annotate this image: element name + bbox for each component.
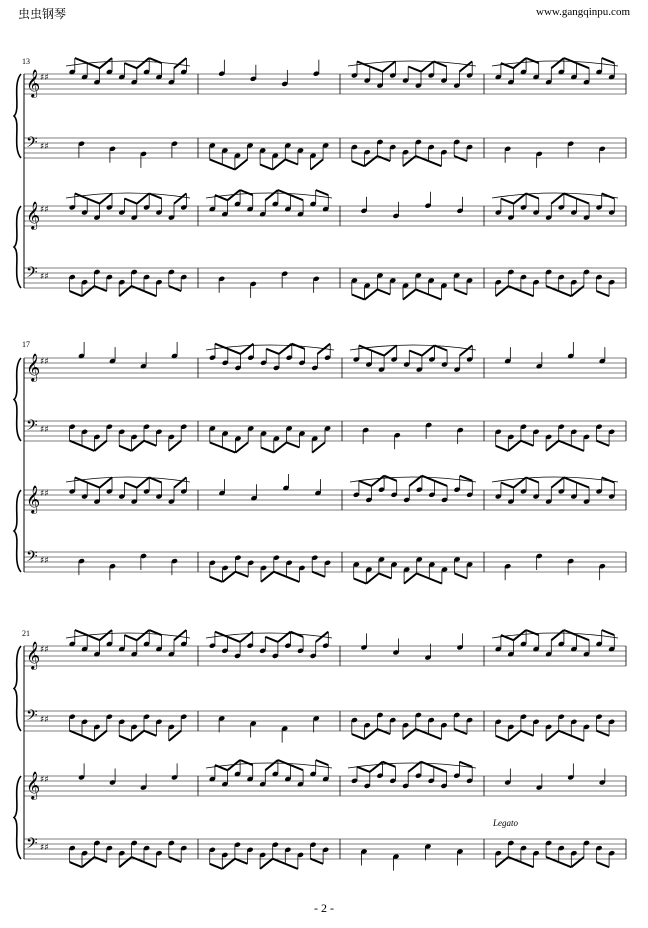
beam	[210, 577, 223, 582]
key-signature-icon: ♯♯	[40, 843, 49, 853]
beam	[144, 291, 156, 296]
slur	[492, 477, 618, 482]
beam	[352, 161, 365, 166]
beam	[352, 734, 365, 739]
beam	[87, 63, 99, 68]
beam	[265, 760, 278, 770]
bass-clef-icon: 𝄢	[26, 835, 38, 856]
beam	[82, 857, 94, 867]
beam	[174, 630, 186, 640]
beam	[551, 630, 564, 640]
beam	[354, 579, 367, 584]
beam	[429, 734, 442, 739]
beam	[119, 286, 131, 296]
beam	[291, 195, 304, 200]
beam	[228, 637, 241, 642]
brace-icon	[14, 776, 21, 859]
bass-clef-icon: 𝄢	[26, 417, 38, 438]
treble-clef-icon: 𝄞	[26, 353, 41, 381]
beam	[287, 442, 300, 447]
beam	[372, 476, 385, 486]
beam	[377, 156, 390, 161]
beam	[94, 286, 106, 291]
beam	[265, 637, 278, 642]
beam	[82, 736, 94, 741]
beam	[210, 864, 223, 869]
beam	[496, 857, 509, 867]
beam	[501, 483, 514, 488]
treble-clef-icon: 𝄞	[26, 201, 41, 229]
beam	[559, 731, 572, 736]
beam	[403, 729, 416, 739]
beam	[70, 441, 82, 446]
beam	[312, 572, 325, 577]
key-signature-icon: ♯♯	[40, 489, 49, 499]
beam	[551, 477, 564, 487]
beam	[169, 286, 181, 291]
beam	[546, 441, 559, 451]
beam	[94, 731, 106, 741]
beam	[602, 630, 615, 635]
page-number: - 2 -	[314, 901, 334, 915]
measure-number: 21	[22, 629, 30, 638]
beam	[383, 61, 396, 71]
bass-clef-icon: 𝄢	[26, 264, 38, 285]
measure-number: 13	[22, 57, 30, 66]
beam	[403, 156, 416, 166]
beam	[223, 572, 236, 582]
beam	[352, 295, 365, 300]
beam	[521, 731, 534, 736]
beam	[571, 736, 584, 741]
beam	[559, 291, 572, 296]
beam	[421, 762, 434, 767]
beam	[384, 345, 397, 355]
staff-lines	[14, 69, 626, 859]
beam	[521, 441, 534, 446]
beam	[119, 736, 131, 741]
treble-clef-icon: 𝄞	[26, 771, 41, 799]
beam	[571, 857, 584, 867]
beam	[260, 165, 273, 170]
beam	[174, 477, 186, 487]
beam	[124, 63, 136, 68]
key-signature-icon: ♯♯	[40, 425, 49, 435]
beam	[429, 161, 442, 166]
brace-icon	[14, 74, 21, 158]
beam	[174, 58, 186, 68]
beam	[404, 573, 417, 583]
beam	[287, 577, 300, 582]
beam	[429, 295, 442, 300]
beam	[94, 857, 106, 862]
beam	[365, 156, 378, 166]
beam	[496, 286, 509, 296]
beam	[124, 199, 136, 204]
beam	[235, 442, 248, 452]
beam	[240, 760, 253, 765]
beam	[366, 573, 379, 583]
bass-clef-icon: 𝄢	[26, 707, 38, 728]
beam	[417, 573, 430, 578]
beam	[416, 729, 429, 734]
key-signature-icon: ♯♯	[40, 205, 49, 215]
beam	[551, 193, 564, 203]
beam	[312, 442, 325, 452]
beam	[501, 199, 514, 204]
brace-icon	[14, 490, 21, 572]
bass-clef-icon: 𝄢	[26, 134, 38, 155]
beam	[597, 291, 610, 296]
beam	[496, 736, 509, 741]
beam	[408, 67, 421, 72]
legato-marking: Legato	[493, 818, 519, 828]
beam	[75, 630, 87, 635]
beam	[144, 441, 156, 446]
beam	[119, 446, 131, 451]
brace-icon	[14, 358, 21, 441]
beam	[210, 442, 223, 447]
slur	[350, 477, 476, 482]
beam	[132, 441, 144, 451]
beam	[526, 630, 539, 635]
beam	[421, 61, 434, 71]
beam	[377, 729, 390, 734]
beam	[137, 477, 149, 487]
key-signature-icon: ♯♯	[40, 715, 49, 725]
beam	[119, 857, 131, 867]
beam	[228, 349, 241, 354]
beam	[597, 441, 610, 446]
beam	[87, 483, 99, 488]
beam	[169, 441, 181, 451]
beam	[435, 481, 448, 486]
site-url: www.gangqinpu.com	[536, 6, 630, 18]
beam	[526, 58, 539, 63]
key-signature-icon: ♯♯	[40, 357, 49, 367]
beam	[454, 289, 467, 294]
brace-icon	[14, 206, 21, 288]
beam	[100, 58, 112, 68]
treble-clef-icon: 𝄞	[26, 641, 41, 669]
beam	[261, 448, 274, 453]
beam	[285, 864, 298, 869]
beam	[564, 630, 577, 635]
beam	[422, 345, 435, 355]
beam	[261, 572, 274, 582]
beam	[372, 351, 385, 356]
beam	[577, 199, 590, 204]
beam	[365, 289, 378, 299]
beam	[521, 862, 534, 867]
treble-clef-icon: 𝄞	[26, 485, 41, 513]
beam	[94, 441, 106, 451]
beam	[416, 156, 429, 161]
beam	[508, 731, 521, 741]
key-signature-icon: ♯♯	[40, 73, 49, 83]
beam	[274, 572, 287, 577]
beam	[235, 159, 248, 169]
beam	[70, 731, 82, 736]
beam	[132, 286, 144, 291]
beam	[508, 857, 521, 862]
beam	[291, 765, 304, 770]
beam	[273, 159, 286, 169]
beam	[285, 159, 298, 164]
beam	[311, 859, 324, 864]
beam	[316, 760, 329, 765]
beam	[278, 190, 291, 195]
treble-clef-icon: 𝄞	[26, 69, 41, 97]
beam	[278, 760, 291, 765]
beam	[409, 351, 422, 356]
beam	[496, 446, 509, 451]
beam	[460, 345, 473, 355]
beam	[235, 572, 248, 577]
beam	[87, 199, 99, 204]
beam	[365, 729, 378, 739]
beam	[434, 767, 447, 772]
beam	[508, 441, 521, 451]
beam	[266, 349, 279, 354]
beam	[571, 286, 584, 296]
beam	[379, 573, 392, 578]
beam	[559, 862, 572, 867]
beam	[235, 859, 248, 864]
beam	[75, 58, 87, 63]
beam	[222, 165, 235, 170]
beam	[274, 442, 287, 452]
beam	[70, 291, 82, 296]
beam	[240, 190, 253, 195]
beam	[546, 731, 559, 741]
beam	[577, 483, 590, 488]
key-signature-icon: ♯♯	[40, 775, 49, 785]
beam	[403, 289, 416, 299]
beam	[370, 762, 383, 772]
beam	[169, 731, 181, 741]
beam	[100, 193, 112, 203]
beam	[602, 58, 615, 63]
beam	[174, 193, 186, 203]
beam	[260, 859, 273, 869]
beam	[273, 859, 286, 864]
beam	[571, 446, 584, 451]
beam	[564, 193, 577, 198]
brace-icon	[14, 646, 21, 731]
beam	[521, 291, 534, 296]
beam	[597, 731, 610, 736]
beam	[82, 446, 94, 451]
beam	[144, 731, 156, 736]
key-signature-icon: ♯♯	[40, 142, 49, 152]
beam	[455, 573, 468, 578]
beam	[454, 156, 467, 161]
measure-number: 17	[22, 340, 30, 349]
slur	[492, 193, 618, 198]
beam	[508, 286, 521, 291]
beam	[564, 58, 577, 63]
beam	[416, 289, 429, 294]
beam	[454, 729, 467, 734]
slur	[348, 763, 476, 768]
beam	[265, 190, 278, 200]
beam	[137, 193, 149, 203]
beam	[577, 635, 590, 640]
beam	[546, 286, 559, 291]
beam	[370, 67, 383, 72]
beam	[223, 448, 236, 453]
beam	[429, 579, 442, 584]
beam	[82, 286, 94, 296]
beam	[377, 289, 390, 294]
beam	[124, 483, 136, 488]
key-signature-icon: ♯♯	[40, 556, 49, 566]
bass-clef-icon: 𝄢	[26, 548, 38, 569]
beam	[210, 159, 223, 164]
beam	[577, 63, 590, 68]
site-name: 虫虫钢琴	[18, 7, 67, 21]
beam	[546, 857, 559, 862]
beam	[551, 58, 564, 68]
beam	[137, 630, 149, 640]
beam	[100, 630, 112, 640]
beam	[132, 731, 144, 741]
key-signature-icon: ♯♯	[40, 272, 49, 282]
beam	[564, 477, 577, 482]
key-signature-icon: ♯♯	[40, 645, 49, 655]
note-group	[66, 58, 618, 871]
beam	[169, 857, 181, 862]
beam	[222, 859, 235, 869]
beam	[124, 635, 136, 640]
beam	[311, 159, 324, 169]
beam	[70, 862, 82, 867]
beam	[422, 476, 435, 481]
beam	[100, 477, 112, 487]
beam	[597, 862, 610, 867]
beam	[132, 857, 144, 862]
beam	[144, 862, 156, 867]
beam	[357, 767, 370, 772]
beam	[359, 481, 372, 486]
beam	[87, 635, 99, 640]
beam	[137, 58, 149, 68]
beam	[316, 190, 329, 195]
beam	[459, 61, 472, 71]
beam	[559, 441, 572, 446]
